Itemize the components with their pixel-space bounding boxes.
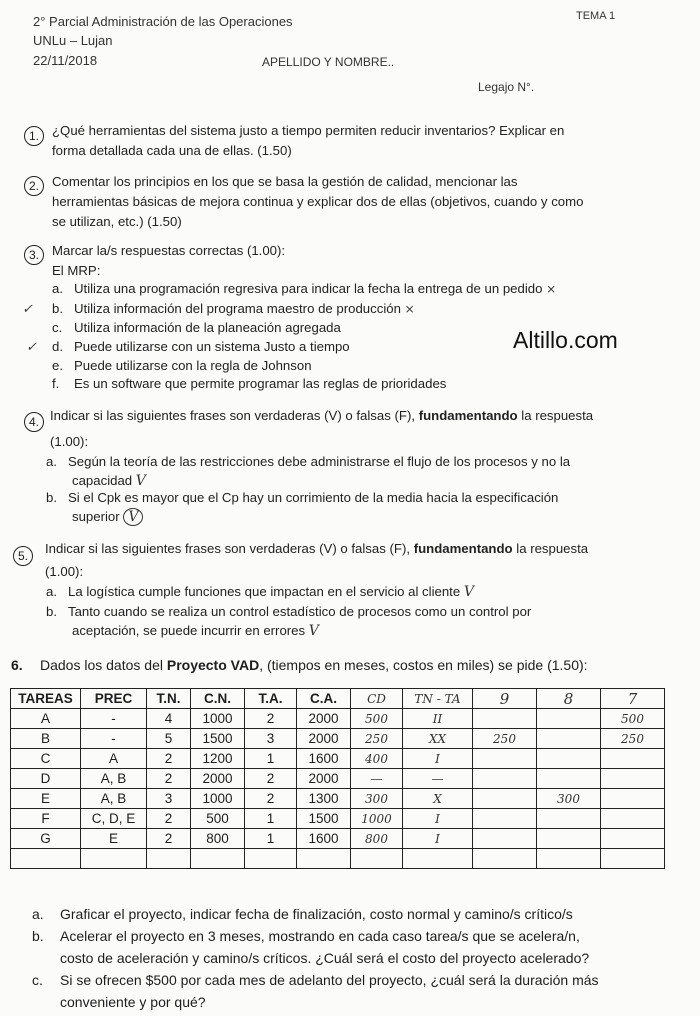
table-cell: G <box>11 829 81 849</box>
table-cell <box>537 709 601 729</box>
table-cell: I <box>403 829 473 849</box>
project-table <box>10 688 665 869</box>
table-cell: 1500 <box>297 809 351 829</box>
table-cell: 250 <box>351 729 403 749</box>
header-tareas: TAREAS <box>11 689 81 709</box>
q4-title: Indicar si las siguientes frases son verdaderas (V) o falsas (F), fundamentando la respuesta <box>50 408 594 423</box>
table-row <box>11 729 665 749</box>
table-row <box>11 749 665 769</box>
table-cell <box>297 849 351 869</box>
q3-title: Marcar la/s respuestas correctas (1.00): <box>52 243 286 258</box>
table-cell: 800 <box>351 829 403 849</box>
name-label: APELLIDO Y NOMBRE.. <box>262 55 395 69</box>
q1-number: 1. <box>24 126 44 146</box>
v-mark: V <box>308 623 319 639</box>
table-cell: 3 <box>147 789 191 809</box>
table-cell: 1000 <box>351 809 403 829</box>
q2-line3: se utilizan, etc.) (1.50) <box>52 214 182 229</box>
table-row <box>11 769 665 789</box>
table-cell <box>473 849 537 869</box>
table-cell: 1000 <box>191 789 245 809</box>
legajo-label: Legajo N°. <box>478 80 535 94</box>
table-cell: A, B <box>81 769 147 789</box>
table-cell <box>601 849 665 869</box>
table-cell: 2 <box>245 769 297 789</box>
table-cell: 3 <box>245 729 297 749</box>
table-cell: 2000 <box>297 729 351 749</box>
table-cell: C <box>11 749 81 769</box>
table-cell: 1 <box>245 749 297 769</box>
q5-number: 5. <box>13 546 33 566</box>
v-mark: V <box>123 508 143 526</box>
table-cell: XX <box>403 729 473 749</box>
table-cell: 2000 <box>297 769 351 789</box>
v-mark: V <box>135 473 146 489</box>
exam-date: 22/11/2018 <box>33 53 98 68</box>
q3-subtitle: El MRP: <box>52 263 101 278</box>
table-cell: 300 <box>537 789 601 809</box>
table-cell: E <box>11 789 81 809</box>
table-cell: 1600 <box>297 749 351 769</box>
header-9: 9 <box>473 689 537 709</box>
q5-points: (1.00): <box>45 564 84 579</box>
table-cell: I <box>403 809 473 829</box>
check-mark: ✓ <box>26 340 37 355</box>
table-cell: A <box>81 749 147 769</box>
q6-title: Dados los datos del Proyecto VAD, (tiempos en meses, costos en miles) se pide (1.50): <box>40 657 588 673</box>
table-cell: A <box>11 709 81 729</box>
table-cell: 1300 <box>297 789 351 809</box>
project-table-wrapper <box>10 688 665 869</box>
q6-part-c: c. Si se ofrecen $500 por cada mes de adelanto del proyecto, ¿cuál será la duración más conveniente y por qué? <box>32 972 599 1010</box>
course-title: 2° Parcial Administración de las Operaciones <box>33 14 293 29</box>
table-cell: 1 <box>245 829 297 849</box>
table-cell: 300 <box>351 789 403 809</box>
table-cell: 1600 <box>297 829 351 849</box>
table-cell <box>537 729 601 749</box>
q4-option-b: b. Si el Cpk es mayor que el Cp hay un corrimiento de la media hacia la especificación superior V <box>46 490 559 525</box>
table-cell: 2 <box>147 769 191 789</box>
table-cell: 500 <box>191 809 245 829</box>
table-cell: 2000 <box>191 769 245 789</box>
table-cell: D <box>11 769 81 789</box>
table-cell <box>537 749 601 769</box>
table-cell: 400 <box>351 749 403 769</box>
cross-mark: × <box>546 282 557 296</box>
table-cell: 250 <box>601 729 665 749</box>
table-cell <box>473 769 537 789</box>
table-cell: 2 <box>245 709 297 729</box>
table-cell <box>537 849 601 869</box>
header-7: 7 <box>601 689 665 709</box>
table-cell <box>11 849 81 869</box>
table-cell <box>537 829 601 849</box>
table-cell <box>403 849 473 869</box>
q1-line1: ¿Qué herramientas del sistema justo a tiempo permiten reducir inventarios? Explicar en <box>52 123 565 138</box>
table-cell <box>601 789 665 809</box>
table-cell: 2 <box>245 789 297 809</box>
q6-number: 6. <box>11 657 23 673</box>
table-cell <box>601 809 665 829</box>
header-tn-ta: TN - TA <box>403 689 473 709</box>
q5-option-b: b. Tanto cuando se realiza un control estadístico de procesos como un control por aceptación, se puede incurrir en errores V <box>46 604 532 639</box>
table-cell: 1 <box>245 809 297 829</box>
q6-part-b: b. Acelerar el proyecto en 3 meses, mostrando en cada caso tarea/s que se acelera/n, costo de aceleración y camino/s críticos. ¿Cuál será el costo del proyecto acelerado? <box>32 928 590 966</box>
header-ta: T.A. <box>245 689 297 709</box>
watermark: Altillo.com <box>513 327 618 353</box>
table-cell: 500 <box>351 709 403 729</box>
q4-points: (1.00): <box>50 434 89 449</box>
q3-option-c: c. Utiliza información de la planeación agregada <box>52 320 341 335</box>
q6-part-a: a. Graficar el proyecto, indicar fecha de finalización, costo normal y camino/s crítico/s <box>32 906 573 922</box>
table-cell: 500 <box>601 709 665 729</box>
q5-option-a: a. La logística cumple funciones que impactan en el servicio al cliente V <box>46 584 474 600</box>
header-cn: C.N. <box>191 689 245 709</box>
table-cell: 800 <box>191 829 245 849</box>
header-ca: C.A. <box>297 689 351 709</box>
q2-line1: Comentar los principios en los que se basa la gestión de calidad, mencionar las <box>52 174 518 189</box>
header-prec: PREC <box>81 689 147 709</box>
q2-number: 2. <box>24 176 44 196</box>
table-cell <box>601 769 665 789</box>
table-cell: 250 <box>473 729 537 749</box>
q3-option-a: a. Utiliza una programación regresiva para indicar la fecha la entrega de un pedido × <box>52 281 557 296</box>
table-cell: 2 <box>147 749 191 769</box>
table-cell: 1200 <box>191 749 245 769</box>
table-cell: F <box>11 809 81 829</box>
table-cell: - <box>81 709 147 729</box>
q1-line2: forma detallada cada una de ellas. (1.50) <box>52 143 292 158</box>
table-cell: 1000 <box>191 709 245 729</box>
table-cell <box>473 709 537 729</box>
table-row <box>11 829 665 849</box>
q3-option-e: e. Puede utilizarse con la regla de Johnson <box>52 358 312 373</box>
q1-text <box>52 121 564 161</box>
table-cell: - <box>81 729 147 749</box>
table-cell: 2000 <box>297 709 351 729</box>
q2-text <box>52 172 583 232</box>
table-cell: I <box>403 749 473 769</box>
check-mark: ✓ <box>22 302 33 317</box>
table-cell <box>537 809 601 829</box>
table-cell: 5 <box>147 729 191 749</box>
q3-option-b: b. Utiliza información del programa maestro de producción × <box>52 301 415 316</box>
table-cell: B <box>11 729 81 749</box>
table-cell <box>147 849 191 869</box>
table-cell <box>473 789 537 809</box>
table-cell <box>601 749 665 769</box>
table-cell: — <box>403 769 473 789</box>
table-cell <box>473 809 537 829</box>
table-header-row <box>11 689 665 709</box>
header-8: 8 <box>537 689 601 709</box>
table-cell: E <box>81 829 147 849</box>
table-cell: 2 <box>147 809 191 829</box>
table-cell: C, D, E <box>81 809 147 829</box>
table-cell <box>191 849 245 869</box>
table-cell: 4 <box>147 709 191 729</box>
q3-option-f: f. Es un software que permite programar las reglas de prioridades <box>52 376 447 391</box>
table-cell <box>601 829 665 849</box>
table-row <box>11 809 665 829</box>
table-cell <box>473 749 537 769</box>
q4-option-a: a. Según la teoría de las restricciones debe administrarse el flujo de los procesos y no la capacidad V <box>46 454 571 489</box>
table-cell: 2 <box>147 829 191 849</box>
table-cell: II <box>403 709 473 729</box>
table-cell: X <box>403 789 473 809</box>
university: UNLu – Lujan <box>33 33 113 48</box>
table-row-empty <box>11 849 665 869</box>
table-cell <box>351 849 403 869</box>
header-cd: CD <box>351 689 403 709</box>
table-cell <box>245 849 297 869</box>
q4-number: 4. <box>24 412 44 432</box>
cross-mark: × <box>404 302 415 316</box>
table-row <box>11 709 665 729</box>
table-cell: A, B <box>81 789 147 809</box>
theme-label: TEMA 1 <box>576 10 616 22</box>
header-tn: T.N. <box>147 689 191 709</box>
table-cell <box>537 769 601 789</box>
table-cell: — <box>351 769 403 789</box>
v-mark: V <box>463 584 474 600</box>
q5-title: Indicar si las siguientes frases son verdaderas (V) o falsas (F), fundamentando la respuesta <box>45 541 589 556</box>
q3-number: 3. <box>24 245 44 265</box>
table-cell <box>473 829 537 849</box>
table-cell: 1500 <box>191 729 245 749</box>
table-cell <box>81 849 147 869</box>
q3-option-d: d. Puede utilizarse con un sistema Justo a tiempo <box>52 339 350 354</box>
table-row <box>11 789 665 809</box>
q2-line2: herramientas básicas de mejora continua y explicar dos de ellas (objetivos, cuando y como <box>52 194 584 209</box>
